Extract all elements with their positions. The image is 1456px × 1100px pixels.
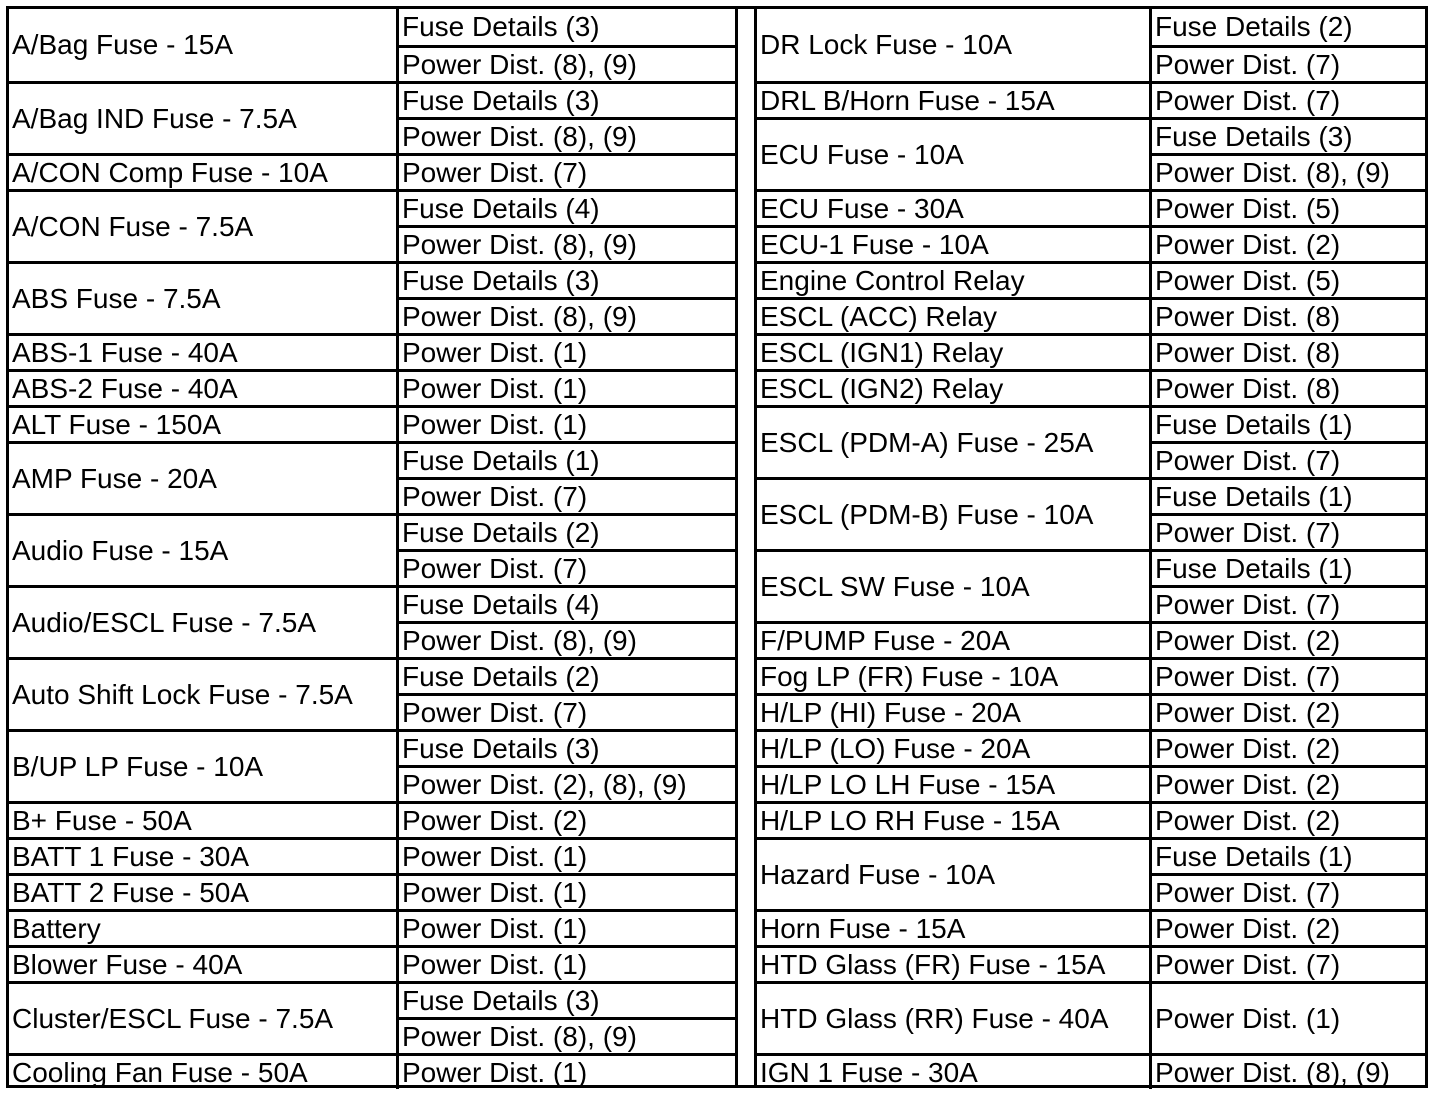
fuse-name-cell: Audio Fuse - 15A bbox=[9, 513, 399, 585]
reference-cell: Fuse Details (1) bbox=[1152, 477, 1425, 513]
reference-cell: Fuse Details (1) bbox=[1152, 405, 1425, 441]
left-table bbox=[9, 9, 735, 1088]
reference-cell: Fuse Details (3) bbox=[399, 981, 735, 1017]
reference-cell: Power Dist. (7) bbox=[399, 153, 735, 189]
fuse-name-cell: F/PUMP Fuse - 20A bbox=[757, 621, 1152, 657]
reference-cell: Power Dist. (8), (9) bbox=[399, 117, 735, 153]
fuse-index-table bbox=[6, 6, 1428, 1088]
reference-cell: Power Dist. (8), (9) bbox=[399, 1017, 735, 1053]
reference-cell: Power Dist. (5) bbox=[1152, 261, 1425, 297]
reference-cell: Power Dist. (2) bbox=[1152, 909, 1425, 945]
column-divider bbox=[735, 9, 757, 1085]
reference-cell: Power Dist. (7) bbox=[1152, 945, 1425, 981]
reference-cell: Fuse Details (3) bbox=[1152, 117, 1425, 153]
reference-cell: Power Dist. (8), (9) bbox=[399, 621, 735, 657]
reference-cell: Power Dist. (2) bbox=[1152, 225, 1425, 261]
fuse-name-cell: Fog LP (FR) Fuse - 10A bbox=[757, 657, 1152, 693]
fuse-name-cell: A/CON Comp Fuse - 10A bbox=[9, 153, 399, 189]
reference-cell: Power Dist. (5) bbox=[1152, 189, 1425, 225]
reference-cell: Power Dist. (2) bbox=[1152, 693, 1425, 729]
reference-cell: Power Dist. (8), (9) bbox=[399, 225, 735, 261]
reference-cell: Power Dist. (7) bbox=[1152, 81, 1425, 117]
fuse-name-cell: IGN 1 Fuse - 30A bbox=[757, 1053, 1152, 1089]
reference-cell: Power Dist. (7) bbox=[1152, 873, 1425, 909]
reference-cell: Power Dist. (2) bbox=[399, 801, 735, 837]
fuse-name-cell: ECU-1 Fuse - 10A bbox=[757, 225, 1152, 261]
reference-cell: Power Dist. (7) bbox=[1152, 657, 1425, 693]
fuse-name-cell: ESCL (ACC) Relay bbox=[757, 297, 1152, 333]
reference-cell: Power Dist. (8) bbox=[1152, 369, 1425, 405]
fuse-name-cell: ESCL (IGN2) Relay bbox=[757, 369, 1152, 405]
fuse-name-cell: ECU Fuse - 10A bbox=[757, 117, 1152, 189]
fuse-name-cell: A/Bag IND Fuse - 7.5A bbox=[9, 81, 399, 153]
reference-cell: Fuse Details (1) bbox=[399, 441, 735, 477]
fuse-name-cell: ECU Fuse - 30A bbox=[757, 189, 1152, 225]
reference-cell: Power Dist. (7) bbox=[399, 549, 735, 585]
reference-cell: Power Dist. (1) bbox=[1152, 981, 1425, 1053]
reference-cell: Fuse Details (3) bbox=[402, 11, 600, 42]
fuse-name-cell: Auto Shift Lock Fuse - 7.5A bbox=[9, 657, 399, 729]
reference-cell: Power Dist. (2) bbox=[1152, 621, 1425, 657]
reference-cell: Fuse Details (3) bbox=[399, 729, 735, 765]
fuse-name-cell: H/LP LO RH Fuse - 15A bbox=[757, 801, 1152, 837]
reference-cell: Fuse Details (3) bbox=[399, 261, 735, 297]
fuse-name-cell: H/LP LO LH Fuse - 15A bbox=[757, 765, 1152, 801]
fuse-name-cell: Engine Control Relay bbox=[757, 261, 1152, 297]
fuse-name-cell: ABS-2 Fuse - 40A bbox=[9, 369, 399, 405]
fuse-name-cell: Battery bbox=[9, 909, 399, 945]
reference-cell: Power Dist. (8) bbox=[1152, 333, 1425, 369]
fuse-name-cell: Hazard Fuse - 10A bbox=[757, 837, 1152, 909]
fuse-name-cell: HTD Glass (RR) Fuse - 40A bbox=[757, 981, 1152, 1053]
fuse-name-cell: BATT 1 Fuse - 30A bbox=[9, 837, 399, 873]
reference-cell: Power Dist. (2) bbox=[1152, 729, 1425, 765]
fuse-name-cell: HTD Glass (FR) Fuse - 15A bbox=[757, 945, 1152, 981]
fuse-name-cell: ESCL (PDM-B) Fuse - 10A bbox=[757, 477, 1152, 549]
reference-cell: Fuse Details (2) bbox=[399, 657, 735, 693]
reference-cell: Fuse Details (4) bbox=[399, 585, 735, 621]
reference-cell: Fuse Details (3) bbox=[399, 81, 735, 117]
reference-cell: Power Dist. (8) bbox=[1152, 297, 1425, 333]
fuse-name-cell: Horn Fuse - 15A bbox=[757, 909, 1152, 945]
reference-cell: Power Dist. (2) bbox=[1152, 801, 1425, 837]
fuse-name-cell: ESCL (PDM-A) Fuse - 25A bbox=[757, 405, 1152, 477]
reference-cell: Power Dist. (7) bbox=[399, 693, 735, 729]
fuse-name-cell: B/UP LP Fuse - 10A bbox=[9, 729, 399, 801]
reference-cell: Fuse Details (2) bbox=[399, 513, 735, 549]
reference-cell: Fuse Details (4) bbox=[399, 189, 735, 225]
reference-cell: Fuse Details (2) bbox=[1155, 11, 1353, 42]
reference-cell: Power Dist. (1) bbox=[399, 837, 735, 873]
reference-cell: Power Dist. (8), (9) bbox=[1152, 153, 1425, 189]
reference-cell: Power Dist. (1) bbox=[399, 405, 735, 441]
reference-cell: Fuse Details (1) bbox=[1152, 549, 1425, 585]
fuse-name-cell: DRL B/Horn Fuse - 15A bbox=[757, 81, 1152, 117]
reference-cell: Power Dist. (1) bbox=[399, 873, 735, 909]
reference-cell: Power Dist. (8), (9) bbox=[399, 45, 735, 81]
fuse-name-cell: ESCL SW Fuse - 10A bbox=[757, 549, 1152, 621]
fuse-name-cell: ABS-1 Fuse - 40A bbox=[9, 333, 399, 369]
fuse-name-cell: Cluster/ESCL Fuse - 7.5A bbox=[9, 981, 399, 1053]
reference-cell: Power Dist. (2), (8), (9) bbox=[399, 765, 735, 801]
fuse-name-cell: DR Lock Fuse - 10A bbox=[757, 9, 1152, 81]
fuse-name-cell: H/LP (HI) Fuse - 20A bbox=[757, 693, 1152, 729]
fuse-name-cell: ALT Fuse - 150A bbox=[9, 405, 399, 441]
reference-cell: Power Dist. (7) bbox=[1152, 585, 1425, 621]
fuse-name-cell: AMP Fuse - 20A bbox=[9, 441, 399, 513]
fuse-name-cell: B+ Fuse - 50A bbox=[9, 801, 399, 837]
fuse-name-cell: BATT 2 Fuse - 50A bbox=[9, 873, 399, 909]
reference-cell: Power Dist. (1) bbox=[399, 369, 735, 405]
reference-cell: Power Dist. (1) bbox=[399, 909, 735, 945]
fuse-name-cell: ESCL (IGN1) Relay bbox=[757, 333, 1152, 369]
fuse-name-cell: A/CON Fuse - 7.5A bbox=[9, 189, 399, 261]
fuse-name-cell: Cooling Fan Fuse - 50A bbox=[9, 1053, 399, 1089]
fuse-name-cell: Blower Fuse - 40A bbox=[9, 945, 399, 981]
fuse-name-cell: ABS Fuse - 7.5A bbox=[9, 261, 399, 333]
fuse-name-cell: A/Bag Fuse - 15A bbox=[9, 9, 399, 81]
reference-cell: Power Dist. (1) bbox=[399, 333, 735, 369]
reference-cell: Fuse Details (1) bbox=[1152, 837, 1425, 873]
reference-cell: Power Dist. (1) bbox=[399, 945, 735, 981]
right-table bbox=[757, 9, 1425, 1088]
reference-cell: Power Dist. (1) bbox=[399, 1053, 735, 1089]
fuse-name-cell: Audio/ESCL Fuse - 7.5A bbox=[9, 585, 399, 657]
reference-cell: Power Dist. (7) bbox=[1152, 441, 1425, 477]
reference-cell: Power Dist. (7) bbox=[1152, 513, 1425, 549]
fuse-name-cell: H/LP (LO) Fuse - 20A bbox=[757, 729, 1152, 765]
reference-cell: Power Dist. (7) bbox=[399, 477, 735, 513]
reference-cell: Power Dist. (8), (9) bbox=[1152, 1053, 1425, 1089]
reference-cell: Power Dist. (7) bbox=[1152, 45, 1425, 81]
reference-cell: Power Dist. (8), (9) bbox=[399, 297, 735, 333]
reference-cell: Power Dist. (2) bbox=[1152, 765, 1425, 801]
